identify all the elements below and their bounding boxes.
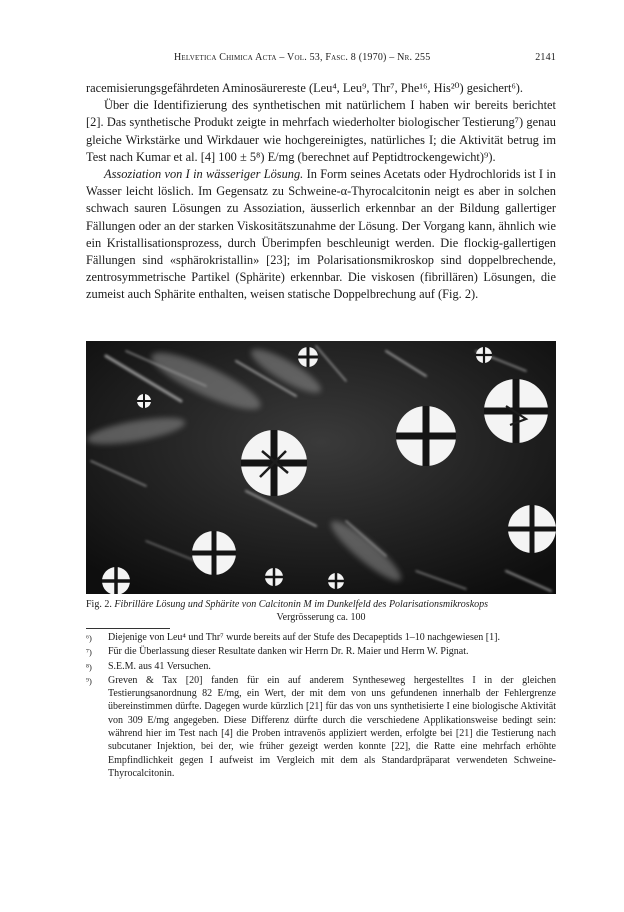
paragraph-3: [86, 166, 556, 304]
running-header: [86, 52, 556, 66]
footnote-text: S.E.M. aus 41 Versuchen.: [108, 660, 211, 672]
paragraph-1: racemisierungsgefährdeten Aminosäurereste (Leu⁴, Leu⁹, Thr⁷, Phe¹⁶, His²⁰) gesichert⁶).: [86, 81, 524, 95]
page-number: 2141: [535, 52, 556, 63]
footnotes: [86, 631, 556, 780]
footnote-7: [86, 645, 556, 659]
caption-label: Fig. 2.: [86, 599, 112, 610]
section-lead: Assoziation von I in wässeriger Lösung.: [104, 167, 304, 182]
footnote-8: [86, 660, 556, 674]
footnote-text: Für die Überlassung dieser Resultate danken wir Herrn Dr. R. Maier und Herrn W. Pignat.: [108, 646, 469, 658]
figure-caption: [86, 598, 556, 624]
footnote-text: Greven & Tax [20] fanden für ein auf anderem Syntheseweg hergestelltes I in der gleichen Testierungsanordnung 82 E/mg, ein Wert, der mit dem von uns gefundenen innerhalb der Fehlergrenze übereinstimmen dürfte. Dagegen wurde kürzlich [21] für das von uns synthetisierte I eine biologische Aktivität von 309 E/mg angegeben. Diese Differenz dürfte durch die verschiedene Applikationsweise bedingt sein: während hier im Test nach [4] die Proben intravenös appliziert werden, erfolgte bei [21] die Testierung nach subcutaner Injektion, bei der, wie früher gezeigt werden konnte [22], die Ratte eine mehrfach erhöhte Empfindlichkeit gegen I aufweist im Vergleich mit dem als Standardpräparat verwendeten Schweine-Thyrocalcitonin.: [108, 674, 556, 779]
paragraph-3-text: In Form seines Acetats oder Hydrochlorids ist I in Wasser leicht löslich. Im Gegensatz zu Schweine-α-Thyrocalcitonin neigt es aber in solchen schwach sauren Lösungen zu Assoziation, äusserlich erkennbar an der Bildung gallertiger Fällungen oder an der starken Viskositätszunahme der Lösung. Der Vorgang kann, ähnlich wie ein Kristallisationsprozess, durch Überimpfen beschleunigt werden. Die flockig-gallertigen Fällungen sind «sphärokristallin» [23]; im Polarisationsmikroskop sind doppelbrechende, zentrosymmetrische Partikel (Sphärite) erkennbar. Die viskosen (fibrillären) Lösungen, die zumeist auch Sphärite enthalten, weisen statische Doppelbrechung auf (Fig. 2).: [86, 167, 557, 302]
caption-text: Fibrilläre Lösung und Sphärite von Calcitonin M im Dunkelfeld des Polarisationsmikroskops: [114, 599, 489, 610]
micrograph-figure: [86, 341, 556, 594]
caption-line: [86, 598, 556, 611]
journal-header: Helvetica Chimica Acta – Vol. 53, Fasc. 8 (1970) – Nr. 255: [174, 52, 431, 63]
footnote-mark: ⁶): [86, 633, 92, 643]
footnote-mark: ⁸): [86, 661, 92, 672]
polarization-micrograph: [86, 341, 556, 594]
paragraph-2: Über die Identifizierung des synthetischen mit natürlichem I haben wir bereits berichtet [2]. Das synthetische Produkt zeigte in mehrfach wiederholter biologischer Testierung⁷) genau gleiche Wirkstärke und Wirkdauer wie hochgereinigtes, natürliches I; die Aktivität betrug im Test nach Kumar et al. [4] 100 ± 5⁸) E/mg (berechnet auf Peptidtrockengewicht)⁹).: [86, 98, 556, 164]
footnote-6: [86, 631, 556, 645]
footnote-9: [86, 674, 556, 780]
magnification-note: Vergrösserung ca. 100: [276, 612, 366, 623]
footnote-divider: [86, 628, 170, 629]
body-text: [86, 80, 556, 304]
footnote-mark: ⁹): [86, 675, 92, 686]
footnote-mark: ⁷): [86, 647, 92, 658]
footnote-text: Diejenige von Leu⁴ und Thr⁷ wurde bereits auf der Stufe des Decapeptids 1–10 nachgewiesen [1].: [108, 632, 500, 643]
